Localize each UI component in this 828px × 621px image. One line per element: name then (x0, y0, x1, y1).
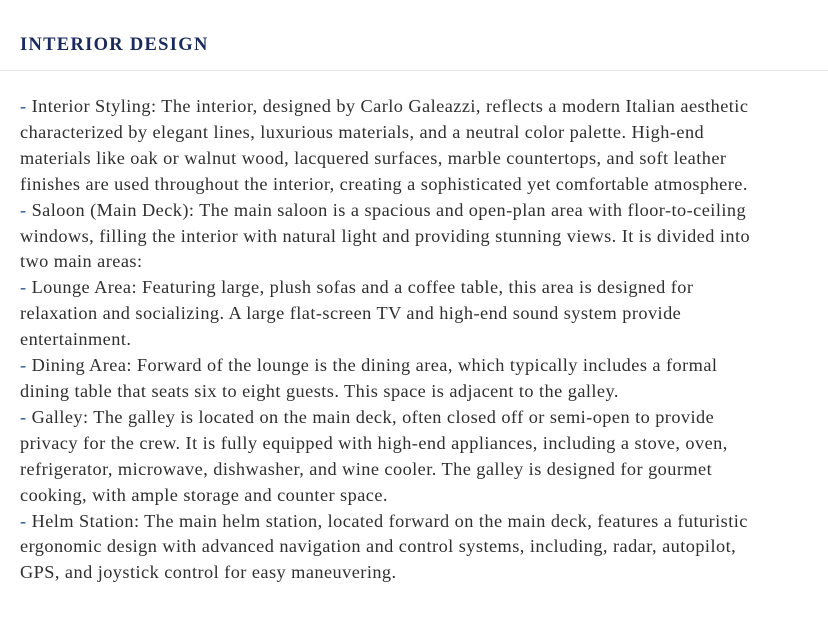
text-line: - Saloon (Main Deck): The main saloon is a spacious and open-plan area with floor-to-ceiling (20, 199, 747, 220)
text-line: finishes are used throughout the interior, creating a sophisticated yet comfortable atmosphere. (20, 173, 748, 194)
text-line: - Lounge Area: Featuring large, plush sofas and a coffee table, this area is designed for (20, 277, 694, 298)
text-line: materials like oak or walnut wood, lacquered surfaces, marble countertops, and soft leather (20, 147, 727, 168)
text-line: privacy for the crew. It is fully equipped with high-end appliances, including a stove, oven, (20, 432, 728, 453)
text-line: dining table that seats six to eight guests. This space is adjacent to the galley. (20, 380, 619, 401)
text-line: ergonomic design with advanced navigation and control systems, including, radar, autopilot, (20, 536, 737, 557)
text-line: - Galley: The galley is located on the main deck, often closed off or semi-open to provide (20, 406, 715, 427)
paragraph-lounge-area (20, 275, 828, 353)
list-dash: - (20, 355, 27, 376)
paragraph-interior-styling (20, 94, 828, 198)
text-line: entertainment. (20, 329, 132, 350)
text-line: cooking, with ample storage and counter space. (20, 484, 388, 505)
paragraph-galley (20, 405, 828, 509)
text-line: windows, filling the interior with natural light and providing stunning views. It is divided into (20, 225, 751, 246)
text-line: two main areas: (20, 251, 143, 272)
paragraph-saloon (20, 198, 828, 276)
text-line: - Dining Area: Forward of the lounge is the dining area, which typically includes a formal (20, 355, 718, 376)
section-body (20, 94, 828, 586)
list-dash: - (20, 96, 27, 116)
list-dash: - (20, 510, 27, 531)
paragraph-dining-area (20, 353, 828, 405)
text-line: refrigerator, microwave, dishwasher, and wine cooler. The galley is designed for gourmet (20, 458, 713, 479)
paragraph-helm-station (20, 509, 828, 587)
text-line: GPS, and joystick control for easy maneuvering. (20, 562, 397, 583)
section-title: INTERIOR DESIGN (20, 35, 209, 55)
list-dash: - (20, 406, 27, 427)
text-line: - Helm Station: The main helm station, located forward on the main deck, features a futuristic (20, 510, 748, 531)
list-dash: - (20, 199, 27, 220)
text-line: relaxation and socializing. A large flat-screen TV and high-end sound system provide (20, 303, 682, 324)
text-line: - Interior Styling: The interior, designed by Carlo Galeazzi, reflects a modern Italian aesthetic (20, 96, 749, 116)
list-dash: - (20, 277, 27, 298)
text-line: characterized by elegant lines, luxurious materials, and a neutral color palette. High-end (20, 121, 705, 142)
section-header (0, 0, 828, 71)
